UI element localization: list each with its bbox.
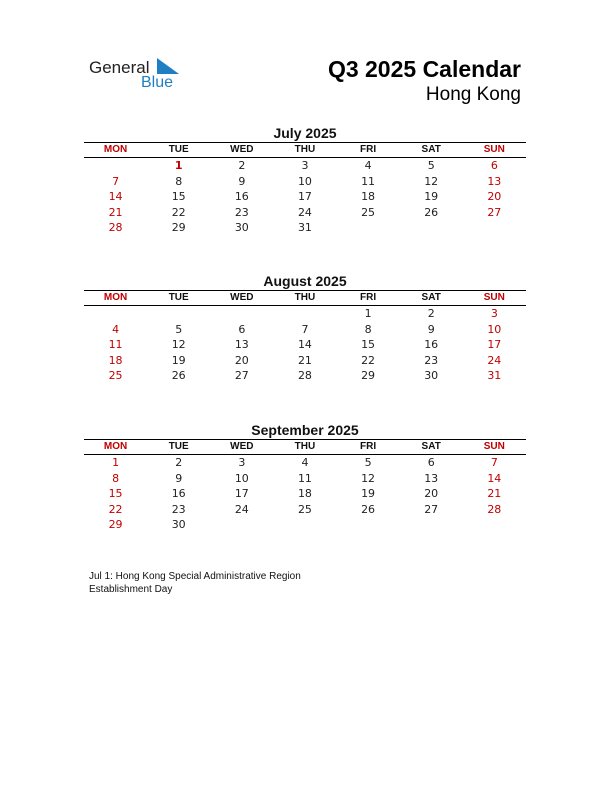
day-cell: 15 (361, 338, 376, 352)
day-cell: 18 (297, 487, 312, 501)
weekday-header: TUE (168, 292, 189, 303)
day-cell: 12 (361, 471, 376, 485)
day-cell: 27 (234, 369, 249, 383)
day-cell: 16 (424, 338, 439, 352)
day-cell: 15 (108, 487, 123, 501)
day-cell (84, 158, 147, 174)
holiday-note: Jul 1: Hong Kong Special Administrative Region (89, 571, 301, 582)
day-cell (337, 517, 400, 533)
holiday-note: Establishment Day (89, 584, 173, 595)
weekday-header-row (84, 440, 526, 454)
day-cell: 7 (112, 174, 120, 188)
day-cell: 9 (238, 174, 246, 188)
weekday-header: WED (230, 144, 254, 155)
day-cell: 19 (361, 487, 376, 501)
day-cell: 12 (171, 338, 186, 352)
week-row (84, 353, 526, 369)
weekday-header: SUN (483, 441, 505, 452)
day-cell: 30 (424, 369, 439, 383)
holiday-note-clipped (89, 583, 301, 595)
day-cell (400, 220, 463, 236)
weekday-header: SAT (421, 441, 441, 452)
day-cell: 11 (108, 338, 123, 352)
week-row (84, 455, 526, 471)
weekday-header: SAT (421, 292, 441, 303)
day-cell: 28 (108, 221, 123, 235)
day-cell: 15 (171, 190, 186, 204)
day-cell: 13 (234, 338, 249, 352)
day-cell: 11 (297, 471, 312, 485)
day-cell: 20 (234, 353, 249, 367)
day-cell: 3 (238, 456, 246, 469)
day-cell: 3 (490, 307, 498, 320)
logo-triangle-icon (157, 58, 179, 74)
day-cell: 17 (297, 190, 312, 204)
day-cell: 1 (364, 307, 372, 320)
day-cell: 5 (364, 456, 372, 469)
day-cell: 8 (112, 471, 120, 485)
weekday-header: FRI (360, 441, 377, 452)
weekday-header: MON (103, 292, 128, 303)
week-row (84, 486, 526, 502)
day-cell: 24 (487, 353, 502, 367)
month-august (84, 273, 526, 384)
day-cell: 18 (108, 353, 123, 367)
month-title: July 2025 (273, 125, 337, 141)
day-cell: 6 (490, 159, 498, 172)
week-row (84, 322, 526, 338)
weekday-header: SUN (483, 292, 505, 303)
day-cell: 27 (424, 502, 439, 516)
weekday-header: WED (230, 292, 254, 303)
day-cell: 23 (424, 353, 439, 367)
weekday-header-row (84, 143, 526, 157)
day-cell: 24 (234, 502, 249, 516)
day-cell: 17 (234, 487, 249, 501)
day-cell: 14 (108, 190, 123, 204)
day-cell: 25 (108, 369, 123, 383)
day-cell: 29 (171, 221, 186, 235)
day-cell: 30 (234, 221, 249, 235)
week-row (84, 368, 526, 384)
day-cell: 28 (487, 502, 502, 516)
day-cell (210, 517, 273, 533)
day-cell: 28 (297, 369, 312, 383)
day-cell: 29 (108, 518, 123, 532)
day-cell: 25 (361, 205, 376, 219)
day-cell: 24 (297, 205, 312, 219)
day-cell: 16 (171, 487, 186, 501)
day-cell (273, 517, 336, 533)
day-cell: 20 (424, 487, 439, 501)
day-cell: 22 (108, 502, 123, 516)
day-cell: 21 (108, 205, 123, 219)
day-cell: 8 (364, 322, 372, 336)
day-cell: 14 (297, 338, 312, 352)
day-cell (400, 517, 463, 533)
day-cell: 10 (234, 471, 249, 485)
month-september (84, 422, 526, 533)
logo-blue-text: Blue (141, 74, 174, 91)
day-cell: 8 (175, 174, 183, 188)
day-cell: 16 (234, 190, 249, 204)
weekday-header: THU (294, 441, 316, 452)
day-cell: 7 (490, 456, 498, 469)
weekday-header: MON (103, 144, 128, 155)
day-cell: 13 (424, 471, 439, 485)
day-cell: 6 (427, 456, 435, 469)
day-cell: 22 (361, 353, 376, 367)
day-cell: 23 (234, 205, 249, 219)
day-cell: 22 (171, 205, 186, 219)
day-cell: 10 (297, 174, 312, 188)
weekday-header: MON (103, 441, 128, 452)
weekday-header-row (84, 291, 526, 305)
day-cell: 10 (487, 322, 502, 336)
week-row (84, 471, 526, 487)
day-cell: 2 (238, 159, 246, 172)
day-cell: 19 (171, 353, 186, 367)
week-row (84, 174, 526, 190)
day-cell: 2 (175, 456, 183, 469)
weekday-header: SAT (421, 144, 441, 155)
day-cell: 30 (171, 518, 186, 532)
day-cell: 3 (301, 159, 309, 172)
day-cell: 18 (361, 190, 376, 204)
weekday-header: WED (230, 441, 254, 452)
day-cell: 1 (174, 159, 183, 172)
week-row (84, 205, 526, 221)
day-cell: 23 (171, 502, 186, 516)
weekday-header: SUN (483, 144, 505, 155)
day-cell: 12 (424, 174, 439, 188)
day-cell: 29 (361, 369, 376, 383)
day-cell (147, 306, 210, 322)
day-cell: 5 (175, 322, 183, 336)
day-cell: 1 (112, 456, 120, 469)
day-cell (463, 517, 526, 533)
day-cell: 20 (487, 190, 502, 204)
day-cell: 7 (301, 322, 309, 336)
day-cell (273, 306, 336, 322)
weekday-header: THU (294, 144, 316, 155)
day-cell: 4 (364, 159, 372, 172)
weekday-header: TUE (168, 441, 189, 452)
day-cell: 14 (487, 471, 502, 485)
week-row (84, 306, 526, 322)
day-cell: 4 (301, 456, 309, 469)
week-row (84, 189, 526, 205)
day-cell: 26 (171, 369, 186, 383)
day-cell: 19 (424, 190, 439, 204)
day-cell: 11 (361, 174, 376, 188)
day-cell: 6 (238, 322, 246, 336)
day-cell: 9 (175, 471, 183, 485)
month-july (84, 125, 526, 236)
day-cell: 25 (297, 502, 312, 516)
week-row (84, 220, 526, 236)
day-cell: 21 (297, 353, 312, 367)
day-cell: 13 (487, 174, 502, 188)
day-cell: 31 (487, 369, 502, 383)
week-row (84, 502, 526, 518)
day-cell (210, 306, 273, 322)
week-row (84, 158, 526, 174)
weekday-header: FRI (360, 292, 377, 303)
day-cell: 4 (112, 322, 120, 336)
day-cell (463, 220, 526, 236)
week-row (84, 337, 526, 353)
page-title: Q3 2025 Calendar (327, 56, 521, 82)
day-cell: 27 (487, 205, 502, 219)
page-subtitle: Hong Kong (425, 84, 521, 105)
day-cell (84, 306, 147, 322)
month-title: August 2025 (263, 273, 347, 289)
day-cell: 9 (427, 322, 435, 336)
holiday-notes (89, 570, 301, 595)
weekday-header: FRI (360, 144, 377, 155)
week-row (84, 517, 526, 533)
day-cell: 17 (487, 338, 502, 352)
day-cell: 2 (427, 307, 435, 320)
logo (89, 56, 189, 92)
day-cell (337, 220, 400, 236)
day-cell: 21 (487, 487, 502, 501)
day-cell: 26 (424, 205, 439, 219)
day-cell: 26 (361, 502, 376, 516)
logo-general-text: General (89, 58, 150, 77)
weekday-header: THU (294, 292, 316, 303)
day-cell: 5 (427, 159, 435, 172)
weekday-header: TUE (168, 144, 189, 155)
month-title: September 2025 (251, 422, 359, 438)
day-cell: 31 (297, 221, 312, 235)
